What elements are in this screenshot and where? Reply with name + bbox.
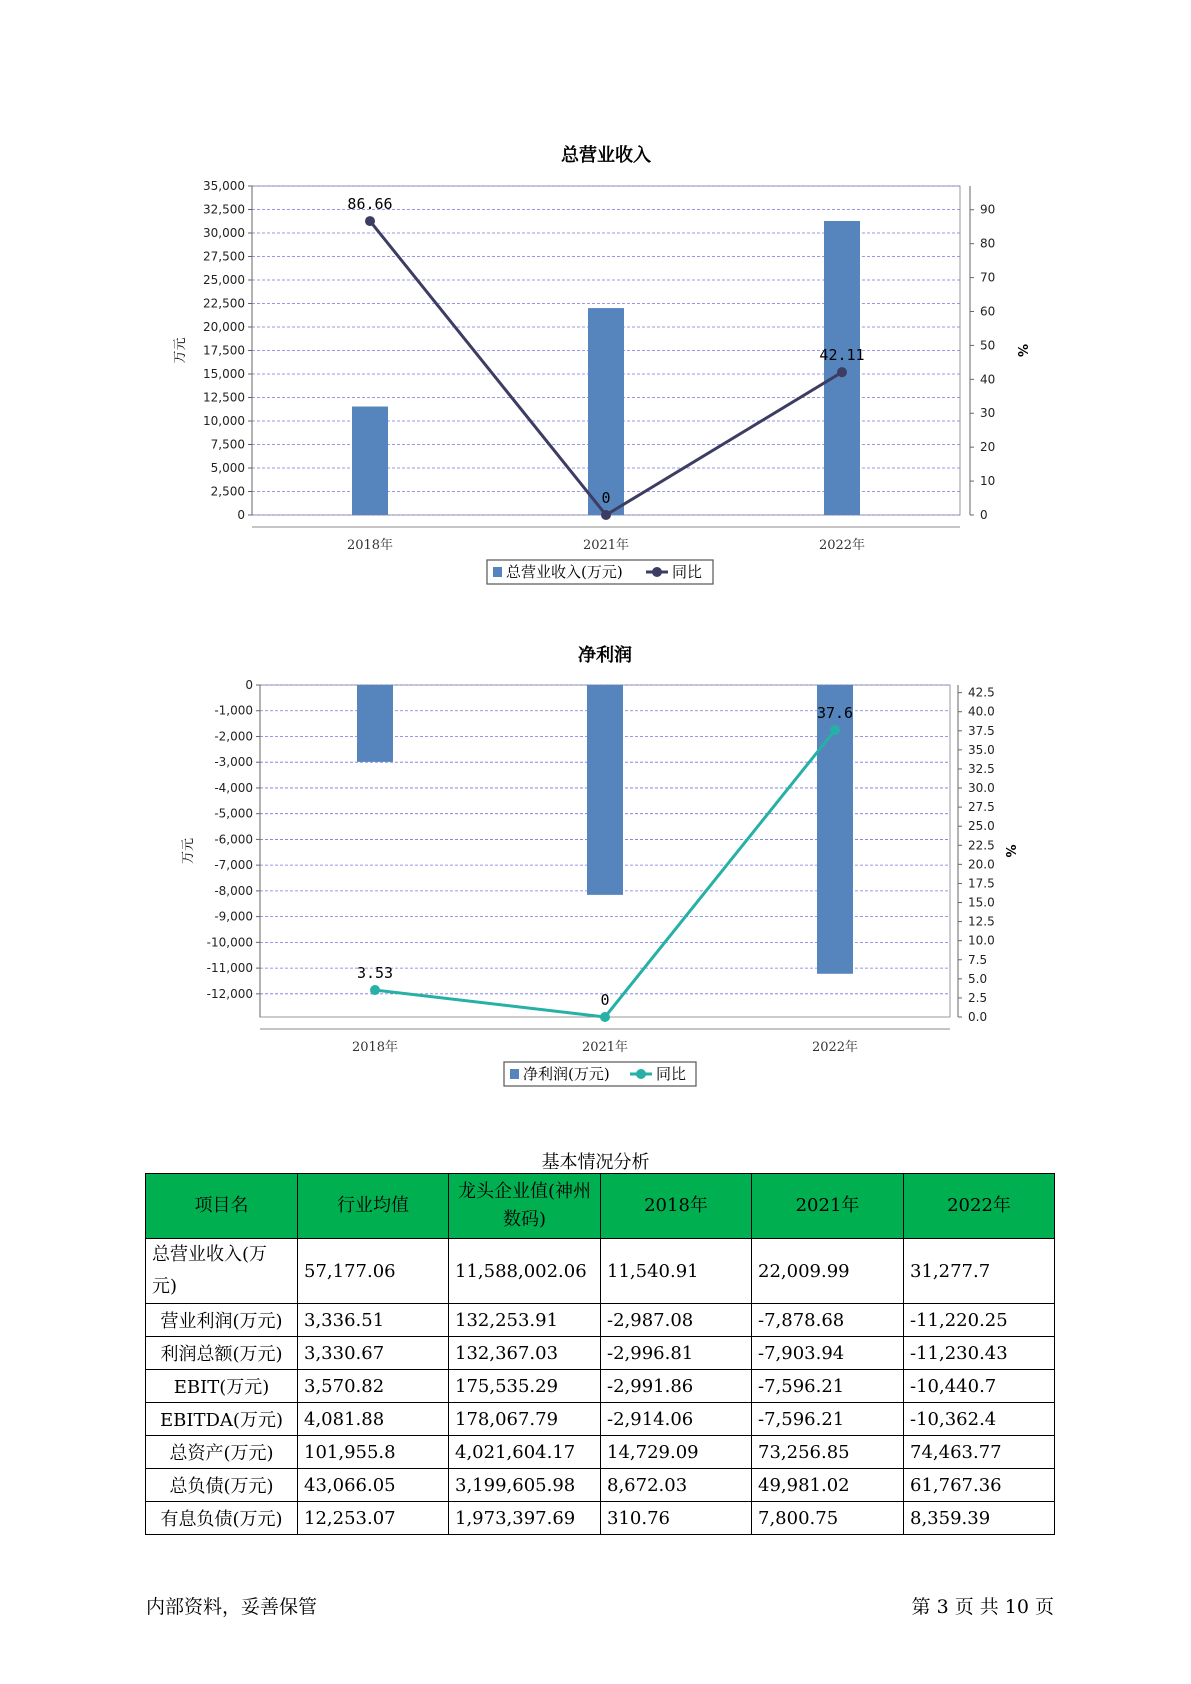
line-point bbox=[837, 367, 847, 377]
y-tick-label: -9,000 bbox=[214, 909, 253, 924]
y2-axis-title: % bbox=[1002, 844, 1017, 858]
y2-tick-label: 25.0 bbox=[968, 819, 995, 834]
y2-tick-label: 40 bbox=[980, 372, 996, 387]
y-tick-label: 15,000 bbox=[203, 367, 245, 381]
y-tick-label: -8,000 bbox=[214, 883, 253, 898]
table-row bbox=[146, 1436, 1055, 1469]
table-cell: -11,230.43 bbox=[904, 1337, 1055, 1370]
table-cell: 178,067.79 bbox=[449, 1403, 601, 1436]
y-tick-label: 22,500 bbox=[203, 296, 245, 311]
bar bbox=[352, 407, 388, 515]
revenue-chart bbox=[0, 135, 1191, 595]
table-cell: 73,256.85 bbox=[752, 1436, 904, 1469]
y2-tick-label: 10 bbox=[980, 474, 996, 489]
legend-line-label: 同比 bbox=[672, 563, 703, 581]
y-tick-label: -12,000 bbox=[206, 986, 253, 1001]
legend-bar-swatch bbox=[493, 567, 502, 577]
y2-tick-label: 20.0 bbox=[968, 857, 995, 872]
table-row bbox=[146, 1469, 1055, 1502]
y2-tick-label: 10.0 bbox=[968, 933, 995, 948]
table-cell: 3,199,605.98 bbox=[449, 1469, 601, 1502]
table-cell: -2,991.86 bbox=[601, 1370, 752, 1403]
y-axis-title: 万元 bbox=[181, 837, 196, 865]
y-tick-label: 30,000 bbox=[203, 226, 245, 240]
table-row bbox=[146, 1502, 1055, 1535]
y-tick-label: 0 bbox=[237, 508, 245, 522]
table-cell: 31,277.7 bbox=[904, 1239, 1055, 1304]
table-cell: 7,800.75 bbox=[752, 1502, 904, 1535]
y2-tick-label: 22.5 bbox=[968, 838, 995, 853]
legend-bar-label: 净利润(万元) bbox=[523, 1065, 610, 1083]
data-label: 86.66 bbox=[347, 195, 393, 214]
legend-line-marker bbox=[652, 567, 662, 577]
table-cell: 101,955.8 bbox=[298, 1436, 449, 1469]
y2-tick-label: 30 bbox=[980, 406, 996, 421]
legend-line-label: 同比 bbox=[656, 1065, 687, 1083]
y2-tick-label: 7.5 bbox=[968, 952, 988, 967]
table-cell: -2,996.81 bbox=[601, 1337, 752, 1370]
y-tick-label: 2,500 bbox=[210, 484, 245, 499]
legend-bar-swatch bbox=[510, 1069, 519, 1079]
table-row bbox=[146, 1337, 1055, 1370]
y-tick-label: -2,000 bbox=[214, 729, 253, 744]
table-row bbox=[146, 1304, 1055, 1337]
chart-title: 净利润 bbox=[578, 645, 632, 666]
table-cell: -7,903.94 bbox=[752, 1337, 904, 1370]
table-cell: -7,878.68 bbox=[752, 1304, 904, 1337]
y-tick-label: 12,500 bbox=[203, 390, 245, 405]
table-row bbox=[146, 1239, 1055, 1304]
x-tick-label: 2018年 bbox=[346, 538, 394, 553]
y2-tick-label: 32.5 bbox=[968, 761, 995, 776]
data-label: 3.53 bbox=[356, 964, 394, 983]
table-cell: 1,973,397.69 bbox=[449, 1502, 601, 1535]
y-tick-label: 0 bbox=[245, 678, 253, 692]
row-label: 有息负债(万元) bbox=[146, 1502, 298, 1535]
y-tick-label: 35,000 bbox=[203, 179, 245, 193]
y2-tick-label: 5.0 bbox=[968, 971, 988, 986]
y-tick-label: 20,000 bbox=[203, 320, 245, 334]
bar bbox=[587, 685, 623, 895]
bar bbox=[588, 308, 624, 515]
line-point bbox=[601, 510, 611, 520]
table-cell: 132,253.91 bbox=[449, 1304, 601, 1337]
y-tick-label: -1,000 bbox=[214, 703, 253, 718]
y-tick-label: 10,000 bbox=[203, 414, 245, 428]
y-axis-title: 万元 bbox=[173, 337, 188, 364]
y2-tick-label: 50 bbox=[980, 338, 996, 353]
line-point bbox=[370, 985, 380, 995]
legend-line-marker bbox=[636, 1069, 646, 1079]
data-label: 0 bbox=[601, 489, 611, 507]
line-point bbox=[830, 725, 840, 735]
table-cell: 49,981.02 bbox=[752, 1469, 904, 1502]
table-cell: -7,596.21 bbox=[752, 1370, 904, 1403]
table-cell: 57,177.06 bbox=[298, 1239, 449, 1304]
revenue-chart-svg bbox=[0, 135, 1191, 595]
table-header-cell: 龙头企业值(神州数码) bbox=[449, 1174, 601, 1239]
table-cell: -10,440.7 bbox=[904, 1370, 1055, 1403]
table-header-cell: 行业均值 bbox=[298, 1174, 449, 1239]
y2-tick-label: 12.5 bbox=[968, 914, 995, 929]
y-tick-label: 25,000 bbox=[203, 273, 245, 287]
chart-title: 总营业收入 bbox=[561, 145, 651, 166]
y2-tick-label: 35.0 bbox=[968, 742, 995, 757]
line-point bbox=[365, 216, 375, 226]
y2-tick-label: 42.5 bbox=[968, 685, 995, 700]
row-label: 利润总额(万元) bbox=[146, 1337, 298, 1370]
table-cell: -7,596.21 bbox=[752, 1403, 904, 1436]
data-label: 42.11 bbox=[819, 346, 865, 365]
row-label: EBITDA(万元) bbox=[146, 1403, 298, 1436]
table-cell: 22,009.99 bbox=[752, 1239, 904, 1304]
table-cell: 4,021,604.17 bbox=[449, 1436, 601, 1469]
table-cell: 3,336.51 bbox=[298, 1304, 449, 1337]
net-profit-chart bbox=[0, 635, 1191, 1095]
table-cell: 4,081.88 bbox=[298, 1403, 449, 1436]
basic-analysis-table bbox=[145, 1173, 1055, 1535]
table-cell: 11,588,002.06 bbox=[449, 1239, 601, 1304]
y-tick-label: -7,000 bbox=[214, 858, 253, 873]
x-tick-label: 2021年 bbox=[582, 538, 630, 553]
y-tick-label: 27,500 bbox=[203, 249, 245, 264]
y2-tick-label: 90 bbox=[980, 202, 996, 217]
table-cell: 8,672.03 bbox=[601, 1469, 752, 1502]
y2-tick-label: 0.0 bbox=[968, 1010, 988, 1024]
table-cell: 11,540.91 bbox=[601, 1239, 752, 1304]
y-tick-label: 32,500 bbox=[203, 202, 245, 217]
table-header-cell: 2018年 bbox=[601, 1174, 752, 1239]
confidential-note: 内部资料，妥善保管 bbox=[146, 1596, 318, 1618]
y2-tick-label: 17.5 bbox=[968, 876, 995, 891]
x-tick-label: 2018年 bbox=[351, 1040, 399, 1055]
y2-tick-label: 0 bbox=[980, 508, 988, 522]
y2-tick-label: 60 bbox=[980, 304, 996, 319]
y2-tick-label: 2.5 bbox=[968, 990, 988, 1005]
table-cell: 61,767.36 bbox=[904, 1469, 1055, 1502]
bar bbox=[357, 685, 393, 762]
table-cell: -2,914.06 bbox=[601, 1403, 752, 1436]
data-label: 0 bbox=[600, 991, 610, 1009]
table-header-cell: 项目名 bbox=[146, 1174, 298, 1239]
y2-tick-label: 40.0 bbox=[968, 704, 995, 719]
table-cell: 43,066.05 bbox=[298, 1469, 449, 1502]
y2-tick-label: 30.0 bbox=[968, 781, 995, 796]
y-tick-label: 7,500 bbox=[210, 437, 245, 452]
table-cell: 74,463.77 bbox=[904, 1436, 1055, 1469]
y2-tick-label: 70 bbox=[980, 270, 996, 285]
y2-tick-label: 27.5 bbox=[968, 800, 995, 815]
table-cell: 175,535.29 bbox=[449, 1370, 601, 1403]
y-tick-label: 5,000 bbox=[210, 461, 245, 475]
row-label: 总资产(万元) bbox=[146, 1436, 298, 1469]
y-tick-label: 17,500 bbox=[203, 343, 245, 358]
y-tick-label: -5,000 bbox=[214, 806, 253, 821]
table-title: 基本情况分析 bbox=[541, 1152, 650, 1173]
y-tick-label: -11,000 bbox=[206, 961, 253, 976]
legend-bar-label: 总营业收入(万元) bbox=[506, 563, 623, 581]
table-cell: 8,359.39 bbox=[904, 1502, 1055, 1535]
table-cell: 14,729.09 bbox=[601, 1436, 752, 1469]
data-label: 37.6 bbox=[816, 704, 854, 723]
table-header-cell: 2022年 bbox=[904, 1174, 1055, 1239]
y-tick-label: -6,000 bbox=[214, 832, 253, 847]
y2-tick-label: 37.5 bbox=[968, 723, 995, 738]
y2-tick-label: 15.0 bbox=[968, 895, 995, 910]
line-point bbox=[600, 1012, 610, 1022]
y2-tick-label: 20 bbox=[980, 440, 996, 455]
row-label: 总营业收入(万元) bbox=[146, 1239, 298, 1304]
table-cell: 3,570.82 bbox=[298, 1370, 449, 1403]
table-header-cell: 2021年 bbox=[752, 1174, 904, 1239]
row-label: 总负债(万元) bbox=[146, 1469, 298, 1502]
row-label: EBIT(万元) bbox=[146, 1370, 298, 1403]
y-tick-label: -10,000 bbox=[206, 935, 253, 950]
table-cell: 132,367.03 bbox=[449, 1337, 601, 1370]
table-cell: -2,987.08 bbox=[601, 1304, 752, 1337]
y2-axis-title: % bbox=[1014, 343, 1029, 358]
table-row bbox=[146, 1403, 1055, 1436]
y-tick-label: -4,000 bbox=[214, 780, 253, 795]
table-cell: -11,220.25 bbox=[904, 1304, 1055, 1337]
table-row bbox=[146, 1370, 1055, 1403]
x-tick-label: 2022年 bbox=[818, 538, 866, 553]
net-profit-chart-svg bbox=[0, 635, 1191, 1095]
page-number: 第 3 页 共 10 页 bbox=[911, 1596, 1054, 1618]
table-header-row bbox=[146, 1174, 1055, 1239]
table-cell: 3,330.67 bbox=[298, 1337, 449, 1370]
y-tick-label: -3,000 bbox=[214, 755, 253, 770]
x-tick-label: 2022年 bbox=[811, 1040, 859, 1055]
y2-tick-label: 80 bbox=[980, 236, 996, 251]
x-tick-label: 2021年 bbox=[581, 1040, 629, 1055]
row-label: 营业利润(万元) bbox=[146, 1304, 298, 1337]
table-cell: 12,253.07 bbox=[298, 1502, 449, 1535]
table-cell: -10,362.4 bbox=[904, 1403, 1055, 1436]
table-cell: 310.76 bbox=[601, 1502, 752, 1535]
